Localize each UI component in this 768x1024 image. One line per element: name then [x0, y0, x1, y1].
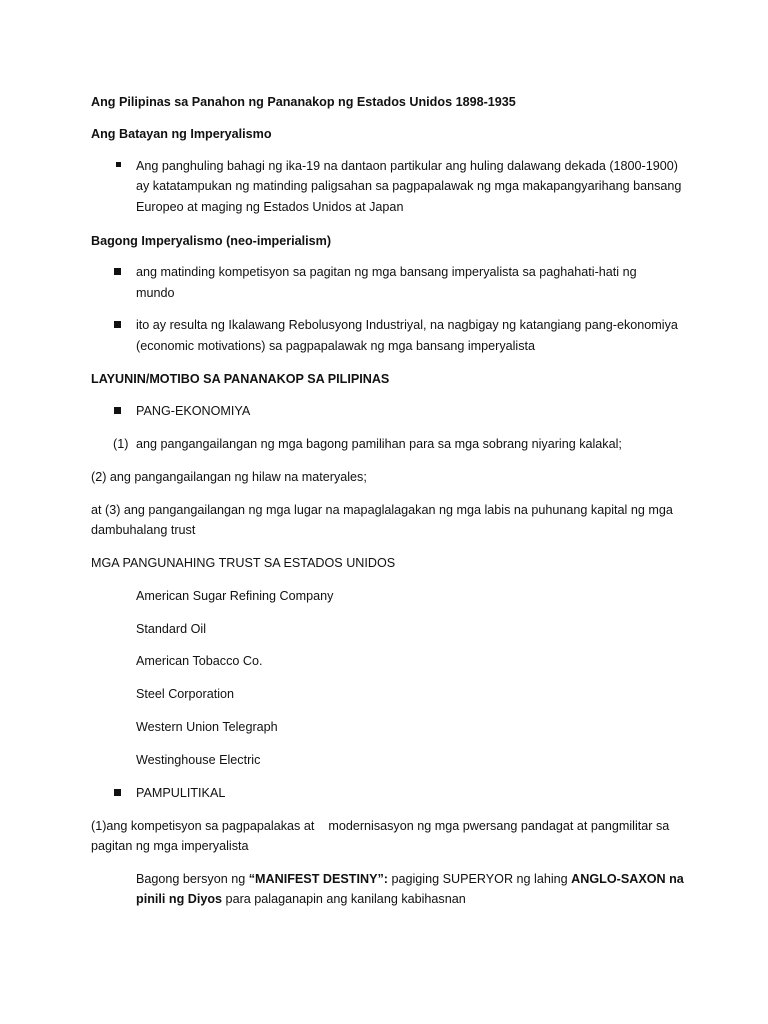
bullet-text-line: Ang panghuling bahagi ng ika-19 na dantaon partikular ang huling dalawang dekada (1800-1900)	[136, 159, 678, 173]
pol-item-text: (1)ang kompetisyon sa pagpapalakas at modernisasyon ng mga pwersang pandagat at pangmilitar sa	[91, 819, 670, 833]
bullet-text-line: ito ay resulta ng Ikalawang Rebolusyong Industriyal, na nagbigay ng katangiang pang-ekonomiya	[136, 318, 678, 332]
econ-item-text: at (3) ang pangangailangan ng mga lugar na mapaglalagakan ng mga labis na puhunang kapital ng mga	[91, 503, 673, 517]
manifest-destiny-line2	[136, 889, 466, 909]
trust-item: Westinghouse Electric	[136, 753, 261, 767]
bullet-text-line: ang matinding kompetisyon sa pagitan ng mga bansang imperyalista sa paghahati-hati ng	[136, 265, 637, 279]
bullet-square-icon	[114, 321, 121, 328]
bullet-square-icon	[114, 268, 121, 275]
pol-item-text: pagitan ng mga imperyalista	[91, 839, 249, 853]
document-title: Ang Pilipinas sa Panahon ng Pananakop ng Estados Unidos 1898-1935	[91, 95, 516, 109]
section-heading-batayan: Ang Batayan ng Imperyalismo	[91, 127, 272, 141]
section-heading-trust: MGA PANGUNAHING TRUST SA ESTADOS UNIDOS	[91, 556, 396, 570]
econ-label: PANG-EKONOMIYA	[136, 404, 251, 418]
manifest-destiny-line1	[136, 869, 684, 889]
trust-item: Standard Oil	[136, 622, 207, 636]
trust-item: American Tobacco Co.	[136, 654, 263, 668]
section-heading-bagong-imperyalismo: Bagong Imperyalismo (neo-imperialism)	[91, 234, 332, 248]
anglo-saxon-bold: ANGLO-SAXON na	[571, 872, 684, 886]
manifest-destiny-bold: “MANIFEST DESTINY”:	[248, 872, 388, 886]
trust-item: Steel Corporation	[136, 687, 235, 701]
pol-label: PAMPULITIKAL	[136, 786, 226, 800]
trust-item: Western Union Telegraph	[136, 720, 278, 734]
manifest-text: pagiging SUPERYOR ng lahing	[387, 872, 572, 886]
manifest-text: para palaganapin ang kanilang kabihasnan	[222, 892, 466, 906]
econ-item-text: (2) ang pangangailangan ng hilaw na materyales;	[91, 470, 367, 484]
section-heading-layunin: LAYUNIN/MOTIBO SA PANANAKOP SA PILIPINAS	[91, 372, 390, 386]
trust-item: American Sugar Refining Company	[136, 589, 334, 603]
econ-item-text: ang pangangailangan ng mga bagong pamilihan para sa mga sobrang niyaring kalakal;	[136, 437, 622, 451]
bullet-square-icon	[116, 162, 121, 167]
bullet-text-line: mundo	[136, 286, 175, 300]
econ-item-number: (1)	[113, 437, 129, 451]
bullet-text-line: (economic motivations) sa pagpapalawak ng mga bansang imperyalista	[136, 339, 536, 353]
bullet-square-icon	[114, 789, 121, 796]
manifest-text: Bagong bersyon ng	[136, 872, 249, 886]
bullet-text-line: Europeo at maging ng Estados Unidos at Japan	[136, 200, 404, 214]
bullet-square-icon	[114, 407, 121, 414]
bullet-text-line: ay katatampukan ng matinding paligsahan sa pagpapalawak ng mga makapangyarihang bansang	[136, 179, 682, 193]
econ-item-text: dambuhalang trust	[91, 523, 196, 537]
pinili-bold: pinili ng Diyos	[136, 892, 223, 906]
